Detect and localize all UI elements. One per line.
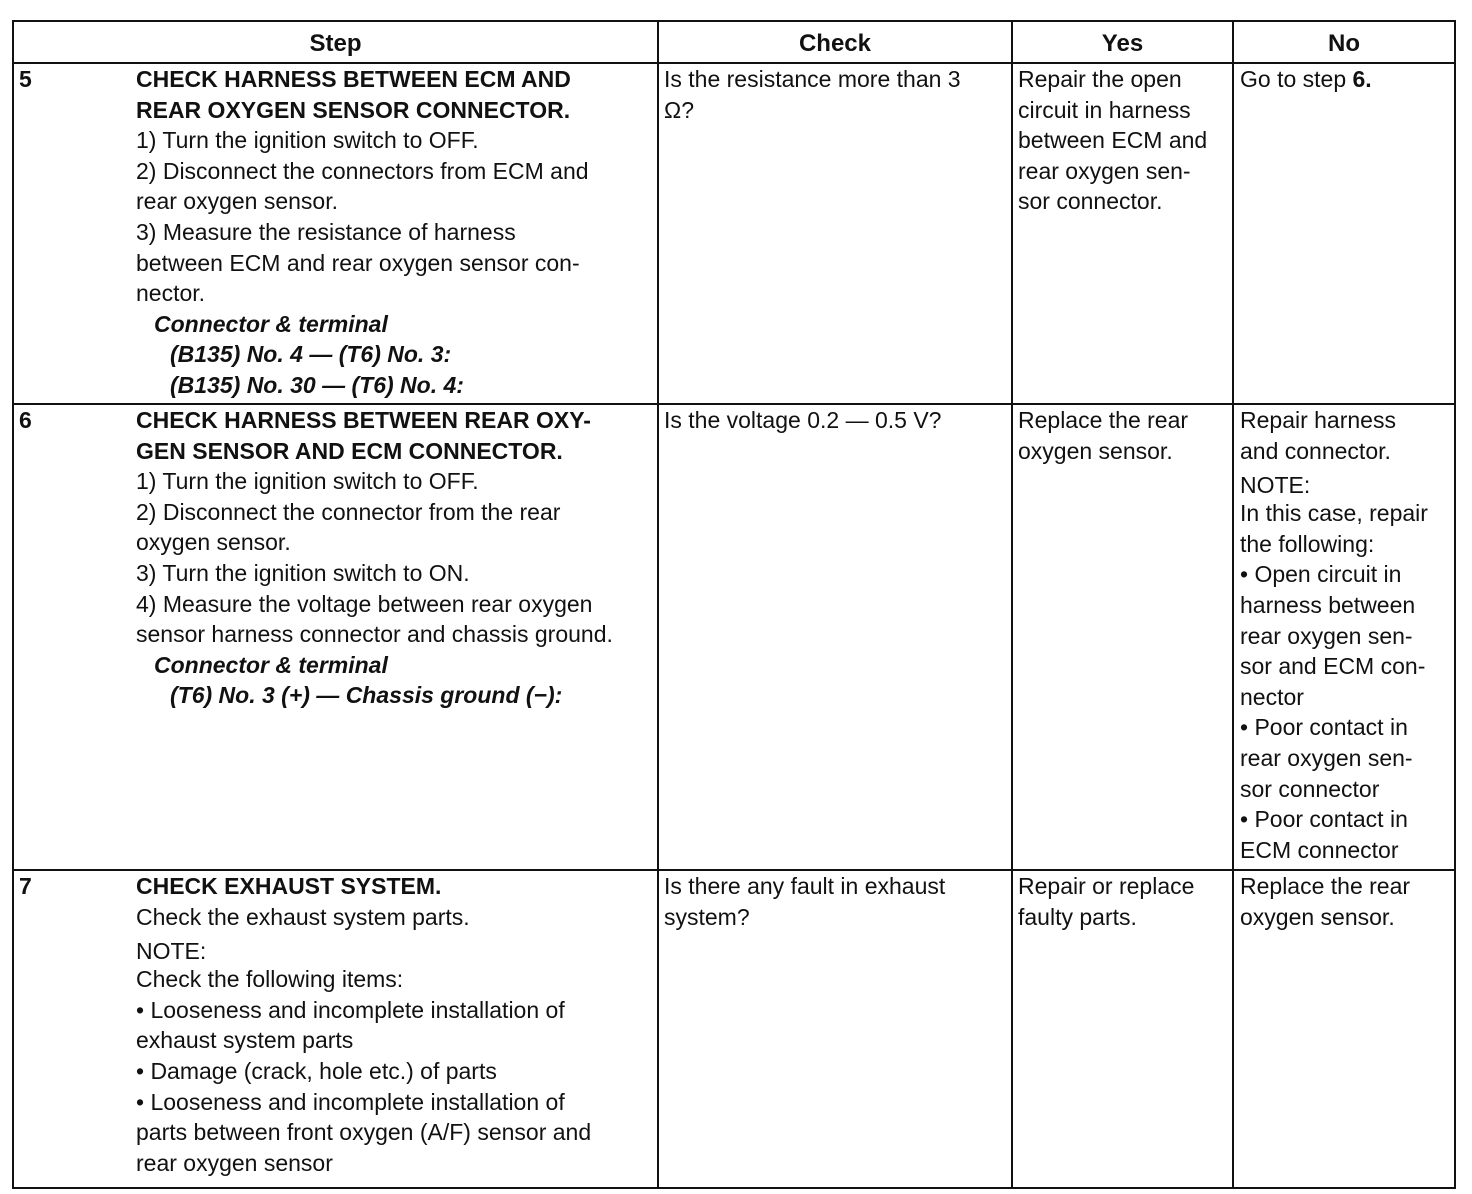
step-instruction: 1) Turn the ignition switch to OFF. <box>136 127 479 154</box>
step-title-line: CHECK HARNESS BETWEEN ECM AND <box>136 66 571 92</box>
check-text: Is the resistance more than 3 <box>664 66 961 92</box>
step-instruction: 2) Disconnect the connector from the rear <box>136 498 561 525</box>
step-title-line: GEN SENSOR AND ECM CONNECTOR. <box>136 437 563 464</box>
step-instruction: 1) Turn the ignition switch to OFF. <box>136 468 479 495</box>
note-line: parts between front oxygen (A/F) sensor and <box>136 1119 592 1146</box>
note-label: NOTE: <box>136 938 207 965</box>
note-bullet: • Poor contact in <box>1240 806 1408 833</box>
step-instruction: 2) Disconnect the connectors from ECM and <box>136 157 589 184</box>
no-text: Repair harness <box>1240 407 1396 433</box>
step-instruction: nector. <box>136 280 206 307</box>
yes-text: rear oxygen sen- <box>1018 157 1191 184</box>
step-title-line: CHECK EXHAUST SYSTEM. <box>136 873 442 899</box>
yes-cell <box>1012 870 1233 1188</box>
diagnostic-table <box>12 20 1456 1189</box>
note-label: NOTE: <box>1240 472 1311 499</box>
no-text: and connector. <box>1240 437 1391 464</box>
table-row-step-6 <box>13 404 1455 870</box>
yes-text: Replace the rear <box>1018 407 1189 433</box>
step-body <box>136 871 657 1178</box>
yes-cell <box>1012 404 1233 870</box>
step-instruction: 3) Turn the ignition switch to ON. <box>136 559 470 586</box>
note-line: exhaust system parts <box>136 1027 354 1054</box>
note-line: sor connector <box>1240 775 1380 802</box>
connector-terminal-label: Connector & terminal <box>154 651 388 678</box>
table-row-step-7 <box>13 870 1455 1188</box>
header-no: No <box>1233 21 1455 63</box>
no-text: Replace the rear <box>1240 873 1411 899</box>
connector-terminal-label: Connector & terminal <box>154 310 388 337</box>
step-cell <box>13 63 658 404</box>
step-cell <box>13 870 658 1188</box>
goto-prefix: Go to step <box>1240 66 1353 92</box>
no-text: oxygen sensor. <box>1240 903 1395 930</box>
yes-text: faulty parts. <box>1018 903 1137 930</box>
yes-cell <box>1012 63 1233 404</box>
yes-text: Repair the open <box>1018 66 1182 92</box>
note-bullet: • Damage (crack, hole etc.) of parts <box>136 1057 497 1084</box>
note-line: sor and ECM con- <box>1240 653 1426 680</box>
connector-terminal: (B135) No. 4 — (T6) No. 3: <box>170 341 452 368</box>
step-body <box>136 64 657 401</box>
note-line: harness between <box>1240 591 1416 618</box>
note-line: rear oxygen sen- <box>1240 744 1413 771</box>
header-step: Step <box>13 21 658 63</box>
yes-text: circuit in harness <box>1018 96 1191 123</box>
check-text: Is there any fault in exhaust <box>664 873 946 899</box>
step-title-line: REAR OXYGEN SENSOR CONNECTOR. <box>136 96 571 123</box>
no-cell <box>1233 404 1455 870</box>
goto-step-number: 6. <box>1352 66 1372 92</box>
step-number: 5 <box>19 66 32 92</box>
step-instruction: rear oxygen sensor. <box>136 188 339 215</box>
step-title-line: CHECK HARNESS BETWEEN REAR OXY- <box>136 407 591 433</box>
connector-terminal: (B135) No. 30 — (T6) No. 4: <box>170 371 464 398</box>
note-line: rear oxygen sensor <box>136 1149 333 1176</box>
note-line: rear oxygen sen- <box>1240 622 1413 649</box>
header-check: Check <box>658 21 1012 63</box>
step-body <box>136 405 657 711</box>
no-text <box>1240 64 1450 95</box>
note-bullet: • Looseness and incomplete installation of <box>136 1088 565 1115</box>
check-cell <box>658 63 1012 404</box>
step-instruction: 3) Measure the resistance of harness <box>136 218 516 245</box>
note-bullet: • Looseness and incomplete installation of <box>136 996 565 1023</box>
step-instruction: sensor harness connector and chassis ground. <box>136 621 613 648</box>
yes-text: Repair or replace <box>1018 873 1195 899</box>
check-text: system? <box>664 903 750 930</box>
check-text: Is the voltage 0.2 — 0.5 V? <box>664 407 942 433</box>
no-cell <box>1233 870 1455 1188</box>
table-header-row <box>13 21 1455 63</box>
yes-text: sor connector. <box>1018 188 1163 215</box>
header-yes: Yes <box>1012 21 1233 63</box>
note-line: the following: <box>1240 530 1375 557</box>
note-line: Check the following items: <box>136 966 404 993</box>
step-cell <box>13 404 658 870</box>
check-text: Ω? <box>664 96 694 123</box>
note-line: nector <box>1240 683 1304 710</box>
no-cell <box>1233 63 1455 404</box>
check-cell <box>658 404 1012 870</box>
step-instruction: between ECM and rear oxygen sensor con- <box>136 249 580 276</box>
check-cell <box>658 870 1012 1188</box>
step-number: 6 <box>19 407 32 433</box>
step-instruction: Check the exhaust system parts. <box>136 903 470 930</box>
connector-terminal: (T6) No. 3 (+) — Chassis ground (−): <box>170 682 563 709</box>
note-bullet: • Poor contact in <box>1240 714 1408 741</box>
table-row-step-5 <box>13 63 1455 404</box>
note-line: ECM connector <box>1240 836 1399 863</box>
yes-text: oxygen sensor. <box>1018 437 1173 464</box>
note-bullet: • Open circuit in <box>1240 561 1402 588</box>
step-instruction: 4) Measure the voltage between rear oxygen <box>136 590 593 617</box>
step-number: 7 <box>19 873 32 899</box>
step-instruction: oxygen sensor. <box>136 529 291 556</box>
yes-text: between ECM and <box>1018 127 1208 154</box>
note-line: In this case, repair <box>1240 500 1428 527</box>
